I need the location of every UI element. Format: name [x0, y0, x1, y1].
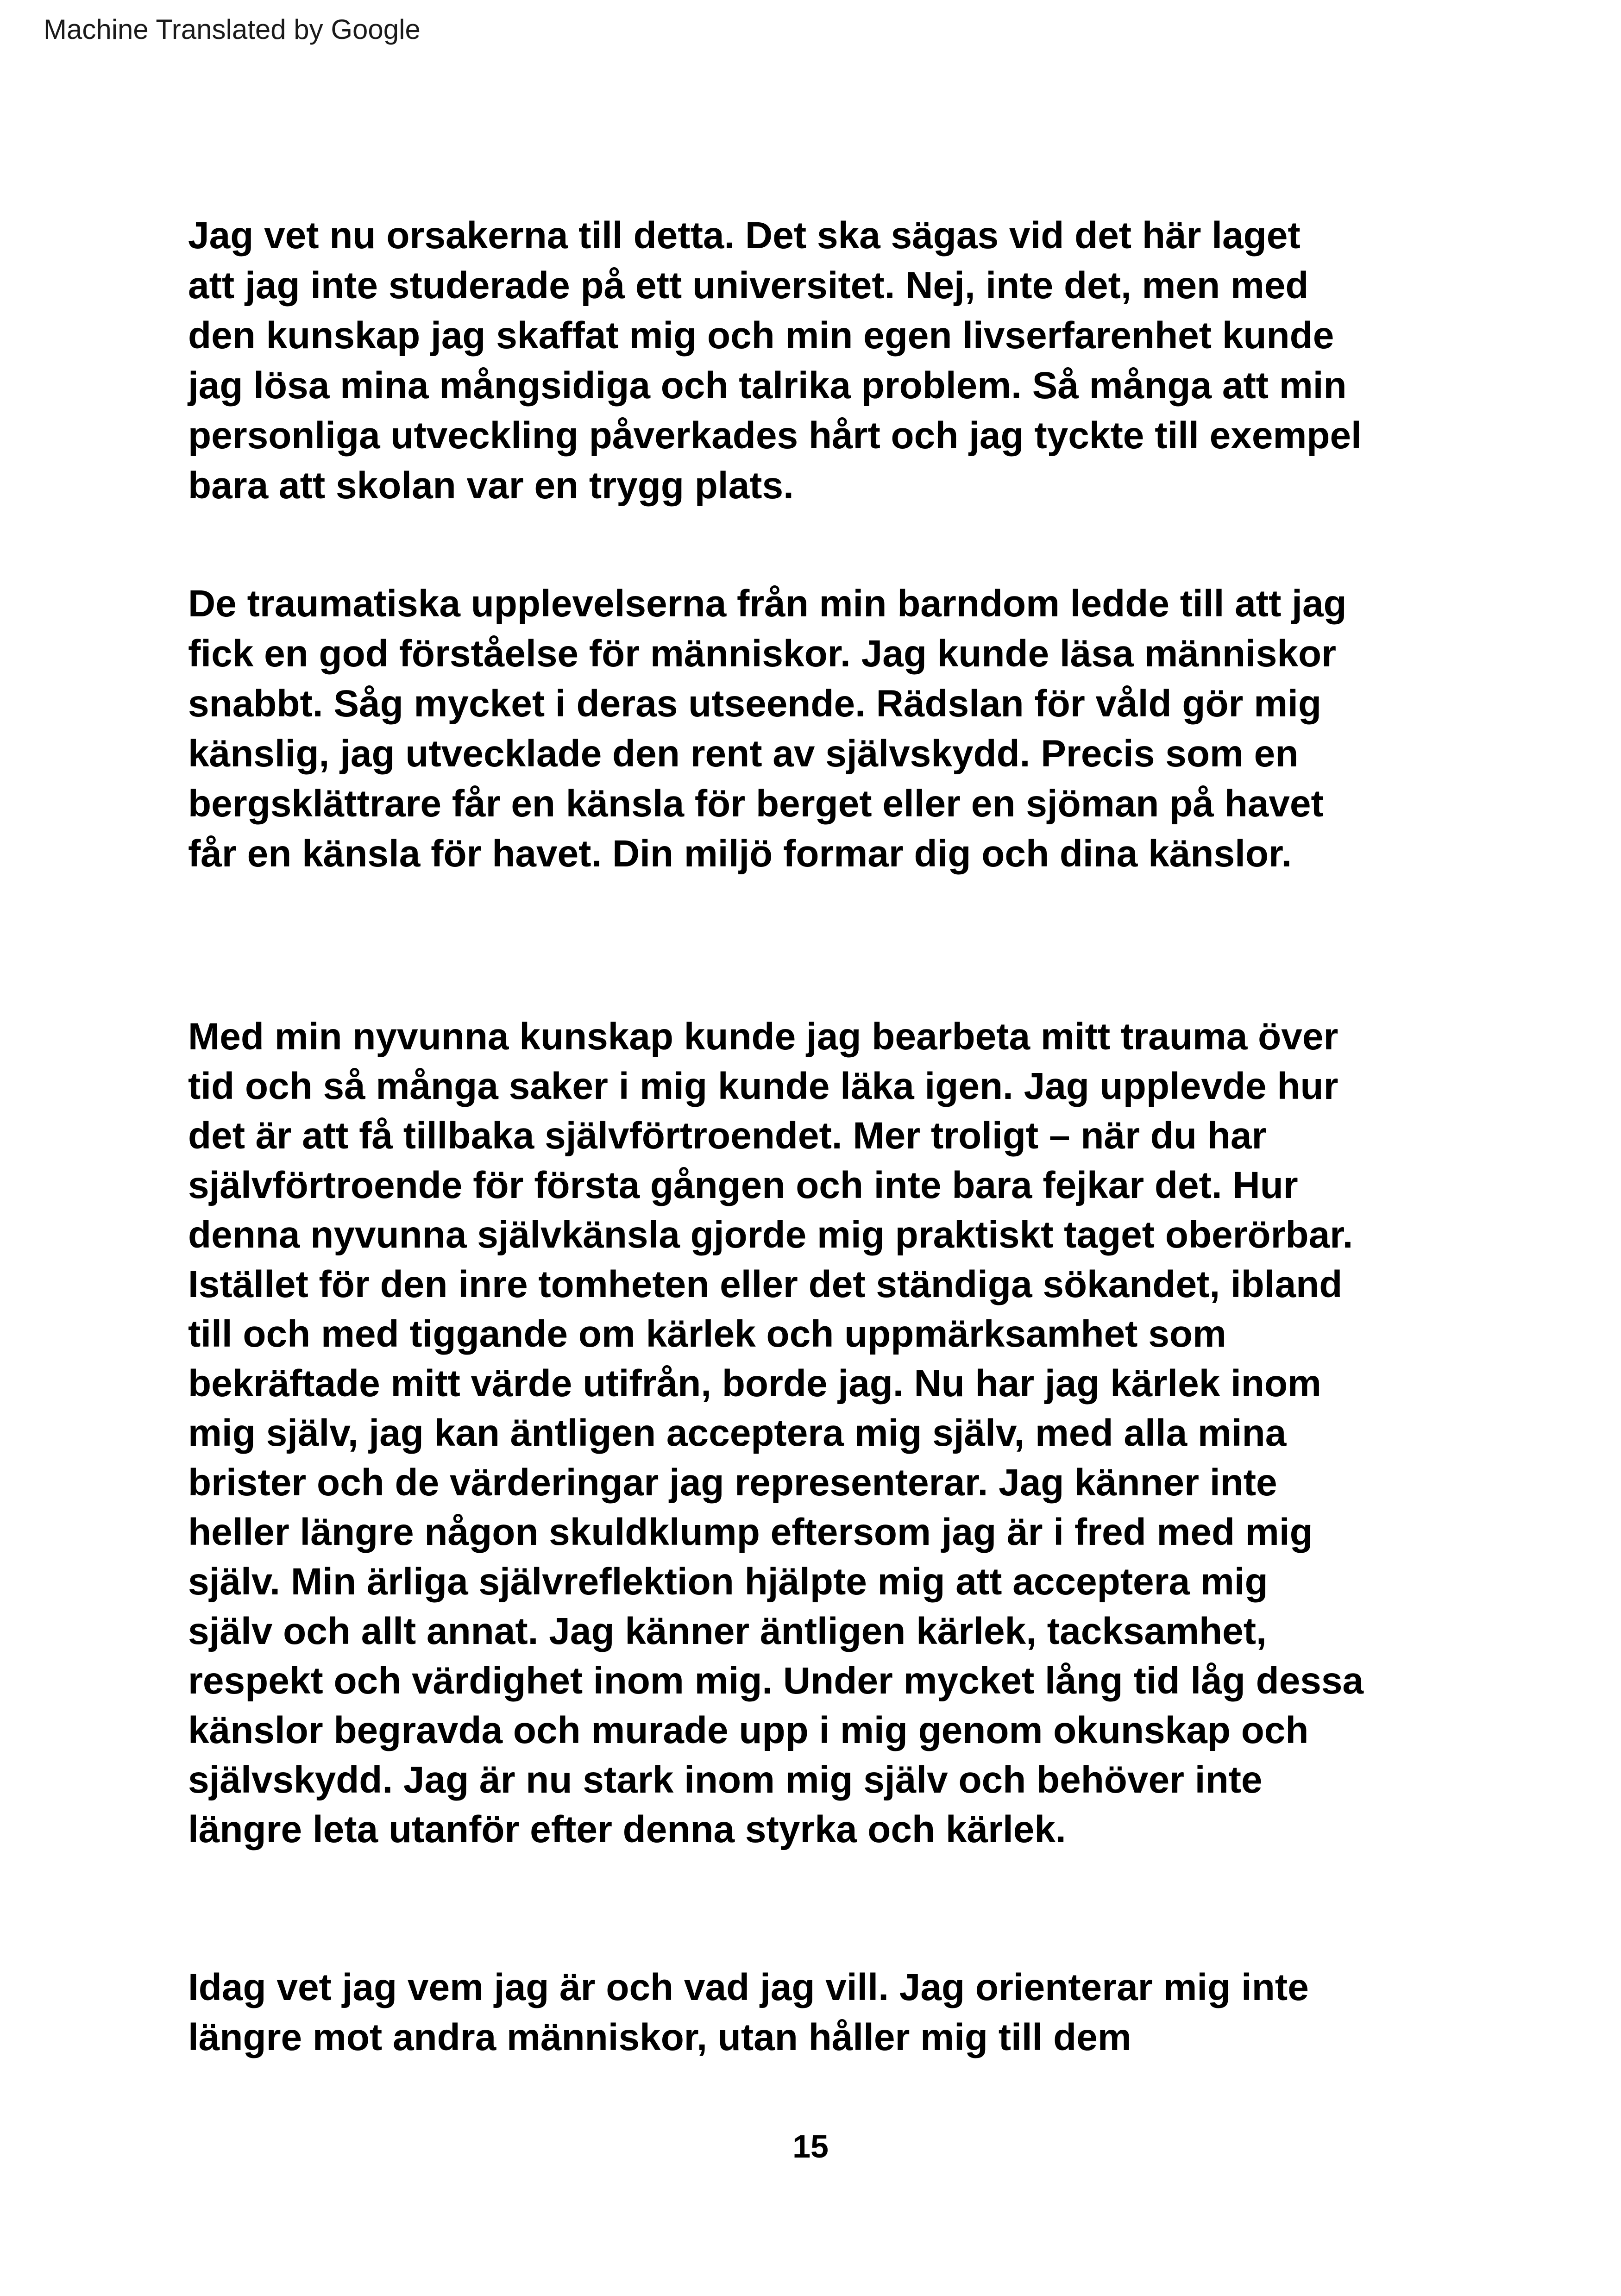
text-line: självförtroende för första gången och inte bara fejkar det. Hur — [188, 1164, 1298, 1206]
text-line: känslig, jag utvecklade den rent av självskydd. Precis som en — [188, 733, 1299, 775]
text-line: självskydd. Jag är nu stark inom mig själv och behöver inte — [188, 1759, 1263, 1801]
text-line: mig själv, jag kan äntligen acceptera mig själv, med alla mina — [188, 1412, 1287, 1454]
text-line: snabbt. Såg mycket i deras utseende. Rädslan för våld gör mig — [188, 683, 1322, 725]
text-line: känslor begravda och murade upp i mig genom okunskap och — [188, 1709, 1309, 1751]
text-line: Med min nyvunna kunskap kunde jag bearbeta mitt trauma över — [188, 1016, 1338, 1058]
text-line: Jag vet nu orsakerna till detta. Det ska sägas vid det här laget — [188, 214, 1301, 257]
text-line: bekräftade mitt värde utifrån, borde jag. Nu har jag kärlek inom — [188, 1362, 1321, 1405]
text-line: det är att få tillbaka självförtroendet. Mer troligt – när du har — [188, 1115, 1267, 1157]
text-line: tid och så många saker i mig kunde läka igen. Jag upplevde hur — [188, 1065, 1338, 1107]
paragraph-3 — [188, 1012, 1363, 1854]
text-line: själv och allt annat. Jag känner äntligen kärlek, tacksamhet, — [188, 1610, 1267, 1652]
text-line: får en känsla för havet. Din miljö formar dig och dina känslor. — [188, 833, 1292, 875]
text-line: heller längre någon skuldklump eftersom jag är i fred med mig — [188, 1511, 1313, 1553]
paragraph-2 — [188, 579, 1347, 879]
text-line: längre leta utanför efter denna styrka och kärlek. — [188, 1808, 1066, 1851]
text-line: att jag inte studerade på ett universitet. Nej, inte det, men med — [188, 264, 1309, 307]
page-number: 15 — [792, 2128, 829, 2164]
text-line: jag lösa mina mångsidiga och talrika problem. Så många att min — [188, 364, 1347, 407]
text-line: De traumatiska upplevelserna från min barndom ledde till att jag — [188, 583, 1347, 625]
text-line: Idag vet jag vem jag är och vad jag vill. Jag orienterar mig inte — [188, 1966, 1309, 2008]
text-line: brister och de värderingar jag representerar. Jag känner inte — [188, 1462, 1277, 1504]
text-line: bergsklättrare får en känsla för berget eller en sjöman på havet — [188, 783, 1324, 825]
text-line: själv. Min ärliga självreflektion hjälpte mig att acceptera mig — [188, 1561, 1268, 1603]
paragraph-4 — [188, 1963, 1309, 2063]
text-line: den kunskap jag skaffat mig och min egen livserfarenhet kunde — [188, 314, 1334, 357]
text-line: bara att skolan var en trygg plats. — [188, 464, 794, 507]
text-line: fick en god förståelse för människor. Jag kunde läsa människor — [188, 633, 1337, 675]
text-line: personliga utveckling påverkades hårt och jag tyckte till exempel — [188, 414, 1362, 457]
paragraph-1 — [188, 211, 1362, 511]
text-line: denna nyvunna självkänsla gjorde mig praktiskt taget oberörbar. — [188, 1214, 1353, 1256]
text-line: till och med tiggande om kärlek och uppmärksamhet som — [188, 1313, 1226, 1355]
text-line: längre mot andra människor, utan håller mig till dem — [188, 2016, 1131, 2058]
text-line: respekt och värdighet inom mig. Under mycket lång tid låg dessa — [188, 1660, 1364, 1702]
text-line: Istället för den inre tomheten eller det ständiga sökandet, ibland — [188, 1263, 1343, 1305]
machine-translation-note: Machine Translated by Google — [44, 14, 421, 45]
